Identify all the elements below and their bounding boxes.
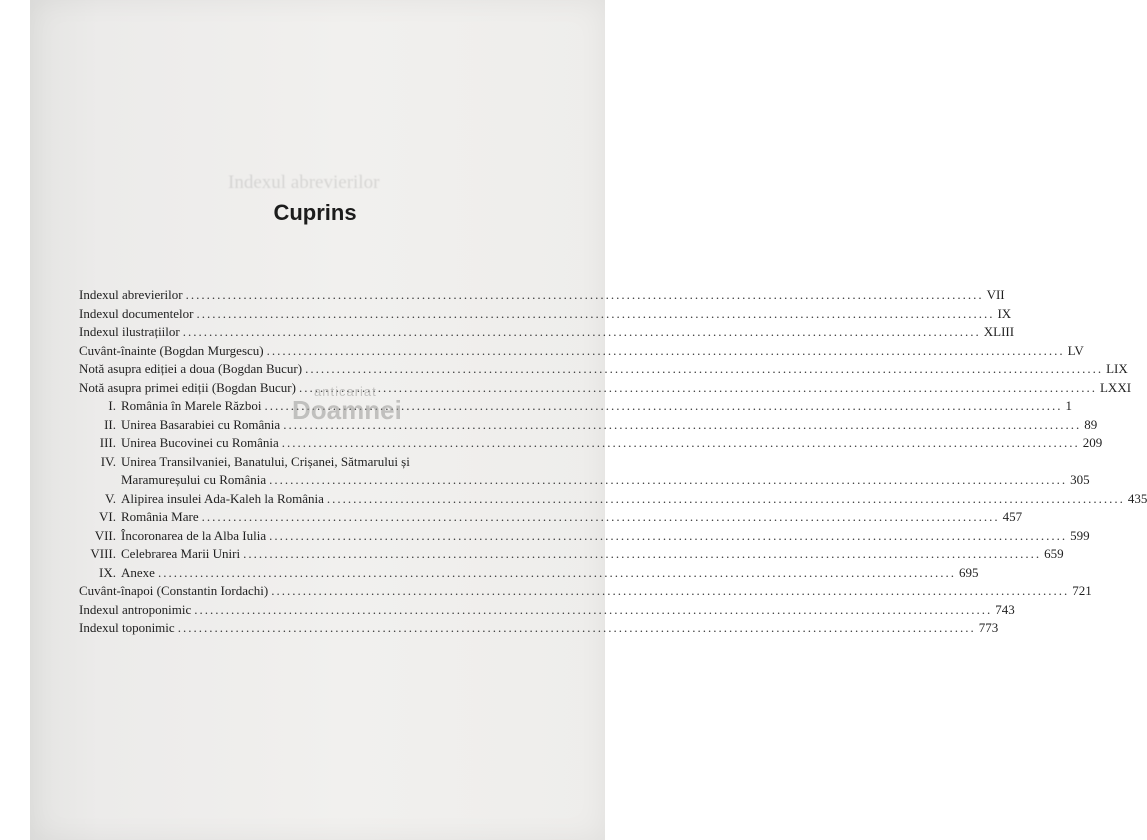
toc-entry[interactable] (79, 286, 1005, 305)
toc-leader-dots (178, 619, 976, 638)
toc-leader-dots (305, 360, 1103, 379)
toc-leader-dots (264, 397, 1062, 416)
bleed-through-heading: Indexul abrevierilor (228, 172, 380, 193)
toc-leader-dots (202, 508, 1000, 527)
toc-chapter-entry[interactable] (79, 397, 1072, 416)
watermark-small-text: anticariat (314, 384, 377, 399)
chapter-number: VII. (94, 527, 116, 543)
toc-label: România în Marele Război (121, 398, 262, 413)
toc-leader-dots (158, 564, 956, 583)
toc-page-number: 773 (978, 620, 999, 635)
toc-page-number: XLIII (983, 324, 1015, 339)
toc-page-number: 1 (1065, 398, 1072, 413)
toc-page-number: IX (997, 305, 1012, 321)
toc-page-number: 659 (1044, 546, 1064, 561)
toc-label: Unirea Bucovinei cu România (121, 435, 279, 450)
toc-page-number: LIX (1106, 361, 1128, 376)
toc-page-number: 435 (1127, 490, 1147, 506)
toc-leader-dots (196, 305, 994, 324)
toc-leader-dots (327, 490, 1125, 509)
chapter-number: VIII. (90, 546, 116, 561)
chapter-number: IV. (100, 453, 116, 469)
toc-leader-dots (267, 342, 1065, 361)
chapter-number: VI. (99, 509, 116, 524)
toc-leader-dots (186, 286, 984, 305)
toc-leader-dots (269, 527, 1067, 546)
chapter-number: IX. (99, 564, 116, 580)
toc-page-number: 743 (995, 601, 1015, 617)
toc-label: România Mare (121, 509, 199, 524)
watermark-big-text: Doamnei (292, 395, 402, 425)
toc-chapter-entry[interactable] (79, 508, 1023, 527)
toc-chapter-entry[interactable] (79, 545, 1064, 564)
toc-chapter-entry[interactable] (79, 416, 1098, 435)
toc-leader-dots (299, 379, 1097, 398)
chapter-number: III. (99, 435, 116, 450)
toc-label: Încoronarea de la Alba Iulia (121, 527, 267, 543)
toc-page-number: 209 (1082, 435, 1103, 450)
toc-page-number: LV (1067, 342, 1084, 358)
toc-page-number: 695 (958, 564, 979, 580)
toc-entry[interactable] (79, 601, 1015, 620)
toc-entry[interactable] (79, 305, 1012, 324)
toc-leader-dots (183, 323, 981, 342)
toc-label: Celebrarea Marii Uniri (121, 546, 241, 561)
toc-leader-dots (243, 545, 1041, 564)
toc-chapter-entry[interactable] (79, 564, 979, 583)
toc-chapter-entry[interactable] (79, 490, 1147, 509)
toc-page-number: 721 (1072, 583, 1092, 598)
toc-label: Indexul documentelor (79, 305, 194, 321)
toc-page-number: 305 (1070, 472, 1090, 487)
toc-label: Notă asupra primei ediții (Bogdan Bucur) (79, 379, 296, 395)
toc-label: Cuvânt-înapoi (Constantin Iordachi) (79, 583, 269, 598)
toc-label: Cuvânt-înainte (Bogdan Murgescu) (79, 342, 264, 358)
toc-page-number: 599 (1070, 527, 1090, 543)
toc-chapter-entry[interactable] (79, 434, 1103, 453)
toc-label: Indexul abrevierilor (79, 287, 183, 302)
toc-leader-dots (269, 471, 1067, 490)
toc-entry[interactable] (79, 323, 1015, 342)
toc-leader-dots (282, 434, 1080, 453)
toc-label-continued: Maramureșului cu România (121, 472, 267, 487)
toc-page-number: VII (986, 287, 1005, 302)
toc-label: Anexe (121, 564, 155, 580)
chapter-number: V. (105, 490, 116, 506)
page-title: Cuprins (273, 200, 357, 225)
toc-chapter-entry[interactable] (79, 527, 1090, 546)
toc-page-number: 457 (1002, 509, 1023, 524)
toc-label: Unirea Basarabiei cu România (121, 416, 281, 432)
toc-leader-dots (283, 416, 1081, 435)
toc-label: Alipirea insulei Ada-Kaleh la România (121, 490, 324, 506)
toc-entry[interactable] (79, 379, 1132, 398)
toc-entry[interactable] (79, 360, 1128, 379)
toc-entry[interactable] (79, 582, 1092, 601)
toc-label: Indexul toponimic (79, 620, 175, 635)
toc-label: Indexul ilustrațiilor (79, 324, 180, 339)
toc-page-number: 89 (1084, 416, 1098, 432)
toc-entry[interactable] (79, 342, 1084, 361)
toc-entry[interactable] (79, 619, 999, 638)
toc-label: Unirea Transilvaniei, Banatului, Crișanei, Sătmarului și (121, 453, 410, 469)
chapter-number: II. (104, 416, 116, 432)
toc-leader-dots (271, 582, 1069, 601)
toc-leader-dots (194, 601, 992, 620)
table-of-contents (79, 286, 1147, 638)
chapter-number: I. (108, 398, 116, 413)
toc-page-number: LXXI (1099, 379, 1132, 395)
toc-label: Notă asupra ediției a doua (Bogdan Bucur) (79, 361, 303, 376)
toc-chapter-entry[interactable] (79, 453, 1090, 490)
toc-label: Indexul antroponimic (79, 601, 192, 617)
